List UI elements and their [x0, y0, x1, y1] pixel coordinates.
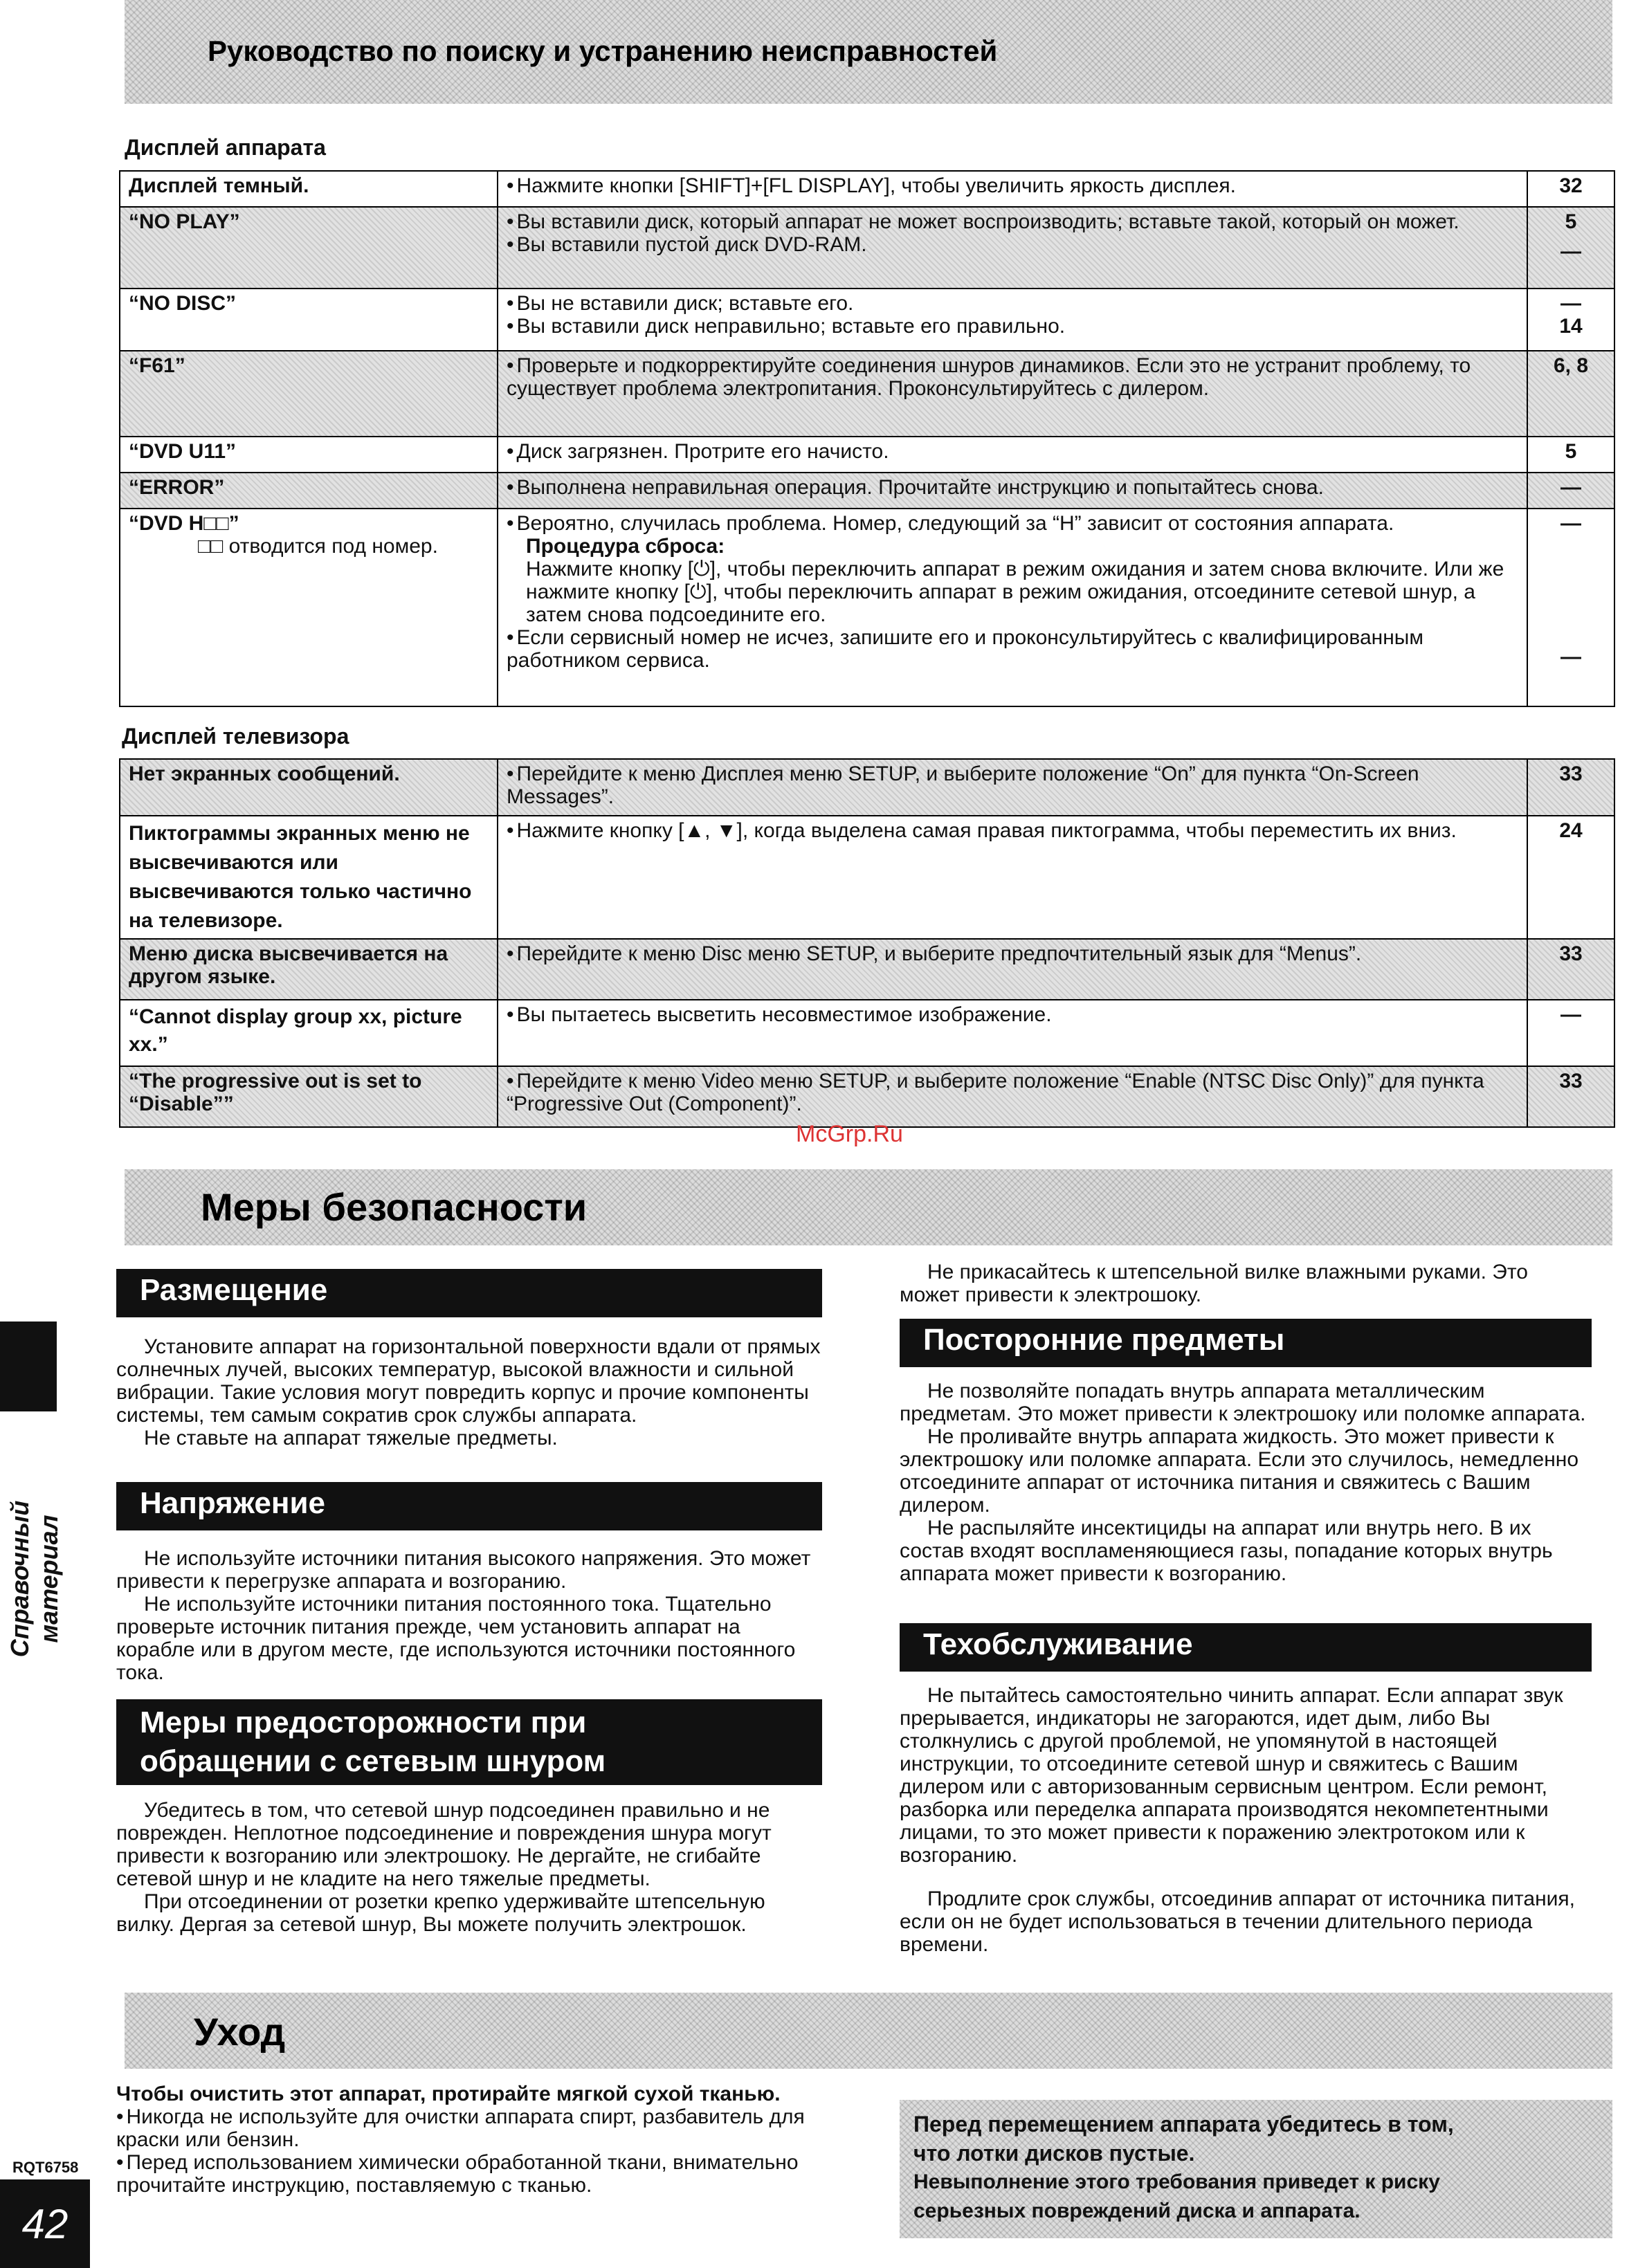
- paragraph: Не позволяйте попадать внутрь аппарата металлическим предметам. Это может привести к электрошоку или поломке аппарата.: [900, 1380, 1586, 1425]
- remedy-text: • Вероятно, случилась проблема. Номер, следующий за “H” зависит от состояния аппарата.: [507, 512, 1518, 535]
- remedy-text: • Диск загрязнен. Протрите его начисто.: [507, 440, 1518, 463]
- remedy-text: • Нажмите кнопки [SHIFT]+[FL DISPLAY], чтобы увеличить яркость дисплея.: [507, 174, 1518, 197]
- remedy-cell: [498, 759, 1527, 816]
- table-row: [120, 1000, 1614, 1066]
- page-ref-item: —: [1560, 646, 1581, 668]
- remedy-cell: [498, 437, 1527, 473]
- paragraph: Убедитесь в том, что сетевой шнур подсоединен правильно и не поврежден. Неплотное подсоединение и повреждения шнура могут привести к возгоранию или электрошоку. Не дергайте, не сгибайте сетевой шнур и не кладите на него тяжелые предметы.: [116, 1799, 772, 1890]
- warning-box: [900, 2100, 1612, 2238]
- symptom-cell: Меню диска высвечивается на другом языке.: [120, 939, 498, 1000]
- page-ref: 24: [1527, 816, 1614, 939]
- document-code: RQT6758: [12, 2159, 79, 2176]
- remedy-cell: [498, 816, 1527, 939]
- table-row: [120, 473, 1614, 509]
- cord-heading-line: Меры предосторожности при: [140, 1705, 587, 1739]
- warning-line: серьезных повреждений диска и аппарата.: [913, 2200, 1361, 2222]
- warning-line: Перед перемещением аппарата убедитесь в том,: [913, 2112, 1454, 2137]
- care-bullet: • Никогда не используйте для очистки аппарата спирт, разбавитель для краски или бензин.: [116, 2105, 843, 2151]
- placement-heading: Размещение: [116, 1269, 822, 1317]
- symptom-cell: “The progressive out is set to “Disable””: [120, 1066, 498, 1127]
- remedy-text: • Вы не вставили диск; вставьте его.: [507, 292, 1518, 315]
- symptom-cell: “Cannot display group xx, picture xx.”: [120, 1000, 498, 1066]
- table-row: [120, 171, 1614, 207]
- paragraph: Не пытайтесь самостоятельно чинить аппарат. Если аппарат звук прерывается, индикаторы не загораются, идет дым, либо Вы столкнулись с другой проблемой, не упомянутой в настоящей инструкции, то отсоедините сетевой шнур и свяжитесь с Вашим дилером или с авторизованным сервисным центром. Если ремонт, разборка или переделка аппарата производятся некомпетентными лицами, то это может привести к поражению электротоком или к возгоранию.: [900, 1684, 1563, 1867]
- remedy-text: • Вы вставили диск, который аппарат не может воспроизводить; вставьте такой, который он может.: [507, 210, 1518, 233]
- remedy-cell: [498, 939, 1527, 1000]
- placement-text: [116, 1335, 822, 1449]
- unit-display-table: [119, 170, 1615, 707]
- remedy-text: • Вы вставили пустой диск DVD-RAM.: [507, 233, 1518, 256]
- remedy-cell: [498, 1066, 1527, 1127]
- table-row: [120, 939, 1614, 1000]
- page-ref: 5: [1527, 437, 1614, 473]
- safety-banner: [125, 1169, 1612, 1245]
- tv-display-title: Дисплей телевизора: [122, 724, 349, 749]
- paragraph: Не прикасайтесь к штепсельной вилке влажными руками. Это может привести к электрошоку.: [900, 1261, 1528, 1306]
- care-title: Уход: [194, 2010, 286, 2054]
- voltage-heading: Напряжение: [116, 1482, 822, 1530]
- page-ref-item: —: [1560, 240, 1581, 263]
- remedy-cell: [498, 1000, 1527, 1066]
- service-heading: Техобслуживание: [900, 1623, 1592, 1672]
- page-title: Руководство по поиску и устранению неисправностей: [208, 35, 998, 67]
- voltage-text: [116, 1547, 822, 1684]
- symptom-cell: [120, 509, 498, 706]
- page-ref-item: 14: [1559, 315, 1583, 338]
- cord-heading-line: обращении с сетевым шнуром: [140, 1744, 606, 1778]
- page-ref: [1527, 289, 1614, 351]
- page-ref-item: —: [1560, 292, 1581, 315]
- remedy-cell: [498, 289, 1527, 351]
- page-ref: 33: [1527, 759, 1614, 816]
- remedy-cell: [498, 351, 1527, 437]
- symptom-cell: “F61”: [120, 351, 498, 437]
- remedy-text: • Перейдите к меню Дисплея меню SETUP, и выберите положение “On” для пункта “On-Screen Messages”.: [507, 762, 1518, 808]
- page-ref: —: [1527, 1000, 1614, 1066]
- remedy-cell: [498, 171, 1527, 207]
- remedy-cell: [498, 207, 1527, 289]
- foreign-text: [900, 1380, 1592, 1585]
- remedy-text: • Если сервисный номер не исчез, запишите его и проконсультируйтесь с квалифицированным работником сервиса.: [507, 626, 1518, 672]
- symptom-note: □□ отводится под номер.: [198, 535, 438, 558]
- care-bullet: • Перед использованием химически обработанной ткани, внимательно прочитайте инструкцию, поставляемую с тканью.: [116, 2151, 843, 2197]
- page-ref: 32: [1527, 171, 1614, 207]
- page-number: 42: [0, 2179, 90, 2268]
- remedy-text: • Перейдите к меню Video меню SETUP, и выберите положение “Enable (NTSC Disc Only)” для пункта “Progressive Out (Component)”.: [507, 1070, 1518, 1115]
- sidebar-label: Справочный материал: [6, 1500, 63, 1658]
- table-row: [120, 1066, 1614, 1127]
- remedy-cell: [498, 509, 1527, 706]
- paragraph: При отсоединении от розетки крепко удерживайте штепсельную вилку. Дергая за сетевой шнур, Вы можете получить электрошок.: [116, 1890, 765, 1936]
- paragraph: Не используйте источники питания постоянного тока. Тщательно проверьте источник питания прежде, чем установить аппарат на корабле или в другом месте, где используются источники постоянного тока.: [116, 1593, 796, 1684]
- page-ref-item: 5: [1565, 210, 1577, 233]
- table-row: [120, 816, 1614, 939]
- paragraph: Не проливайте внутрь аппарата жидкость. Это может привести к электрошоку или поломке аппарата. Если это случилось, немедленно отсоедините аппарат от источника питания и свяжитесь с Вашим дилером.: [900, 1425, 1579, 1517]
- cord-continued: [900, 1261, 1592, 1306]
- header-banner: [125, 0, 1612, 104]
- warning-line: что лотки дисков пустые.: [913, 2141, 1195, 2166]
- page-ref: [1527, 509, 1614, 706]
- foreign-heading: Посторонние предметы: [900, 1319, 1592, 1367]
- reset-title: Процедура сброса:: [526, 535, 725, 558]
- table-row: [120, 437, 1614, 473]
- remedy-text: • Вы вставили диск неправильно; вставьте его правильно.: [507, 315, 1518, 338]
- unit-display-title: Дисплей аппарата: [125, 135, 326, 160]
- table-row: [120, 509, 1614, 706]
- care-intro: Чтобы очистить этот аппарат, протирайте мягкой сухой тканью.: [116, 2083, 781, 2105]
- cord-text: [116, 1799, 822, 1936]
- sidebar-tab: [0, 1322, 57, 1411]
- symptom-cell: Дисплей темный.: [120, 171, 498, 207]
- page-ref: —: [1527, 473, 1614, 509]
- remedy-text: • Вы пытаетесь высветить несовместимое изображение.: [507, 1003, 1518, 1026]
- remedy-text: • Проверьте и подкорректируйте соединения шнуров динамиков. Если это не устранит проблему, то существует проблема электропитания. Проконсультируйтесь с дилером.: [507, 354, 1518, 400]
- care-text: [116, 2083, 843, 2197]
- watermark: McGrp.Ru: [796, 1121, 903, 1147]
- table-row: [120, 351, 1614, 437]
- symptom-cell: Нет экранных сообщений.: [120, 759, 498, 816]
- remedy-text: • Выполнена неправильная операция. Прочитайте инструкцию и попытайтесь снова.: [507, 476, 1518, 499]
- paragraph: Не распыляйте инсектициды на аппарат или внутрь него. В их состав входят воспламеняющиеся газы, попадание которых внутрь аппарата может привести к возгоранию.: [900, 1517, 1553, 1585]
- symptom-cell: “NO DISC”: [120, 289, 498, 351]
- warning-line: Невыполнение этого требования приведет к риску: [913, 2170, 1440, 2193]
- table-row: [120, 759, 1614, 816]
- remedy-cell: [498, 473, 1527, 509]
- page-ref-item: —: [1560, 512, 1581, 535]
- symptom-cell: “DVD U11”: [120, 437, 498, 473]
- table-row: [120, 289, 1614, 351]
- service-text: [900, 1684, 1592, 1956]
- care-banner: [125, 1993, 1612, 2069]
- tv-display-table: [119, 758, 1615, 1128]
- page-ref: 33: [1527, 1066, 1614, 1127]
- page-ref: [1527, 207, 1614, 289]
- remedy-text: • Перейдите к меню Disc меню SETUP, и выберите предпочтительный язык для “Menus”.: [507, 942, 1518, 965]
- page-ref: 33: [1527, 939, 1614, 1000]
- safety-title: Меры безопасности: [201, 1185, 588, 1229]
- paragraph: Установите аппарат на горизонтальной поверхности вдали от прямых солнечных лучей, высоких температур, высокой влажности и сильной вибрации. Такие условия могут повредить корпус и прочие компоненты системы, тем самым сократив срок службы аппарата.: [116, 1335, 821, 1427]
- paragraph: Не используйте источники питания высокого напряжения. Это может привести к перегрузке аппарата и возгоранию.: [116, 1547, 811, 1593]
- remedy-text: • Нажмите кнопку [▲, ▼], когда выделена самая правая пиктограмма, чтобы переместить их вниз.: [507, 819, 1518, 842]
- paragraph: Продлите срок службы, отсоединив аппарат от источника питания, если он не будет использоваться в течении длительного периода времени.: [900, 1887, 1575, 1956]
- symptom-cell: “NO PLAY”: [120, 207, 498, 289]
- reset-text: Нажмите кнопку [⏻], чтобы переключить аппарат в режим ожидания и затем снова включите. Или же нажмите кнопку [⏻], чтобы переключить аппарат в режим ожидания, отсоедините сетевой шнур, а затем снова подсоедините его.: [526, 558, 1504, 626]
- symptom-cell: “ERROR”: [120, 473, 498, 509]
- paragraph: Не ставьте на аппарат тяжелые предметы.: [144, 1427, 558, 1449]
- symptom-text: “DVD H□□”: [129, 512, 239, 535]
- table-row: [120, 207, 1614, 289]
- symptom-cell: Пиктограммы экранных меню не высвечиваются или высвечиваются только частично на телевизоре.: [120, 816, 498, 939]
- page-ref: 6, 8: [1527, 351, 1614, 437]
- cord-heading: [116, 1699, 822, 1785]
